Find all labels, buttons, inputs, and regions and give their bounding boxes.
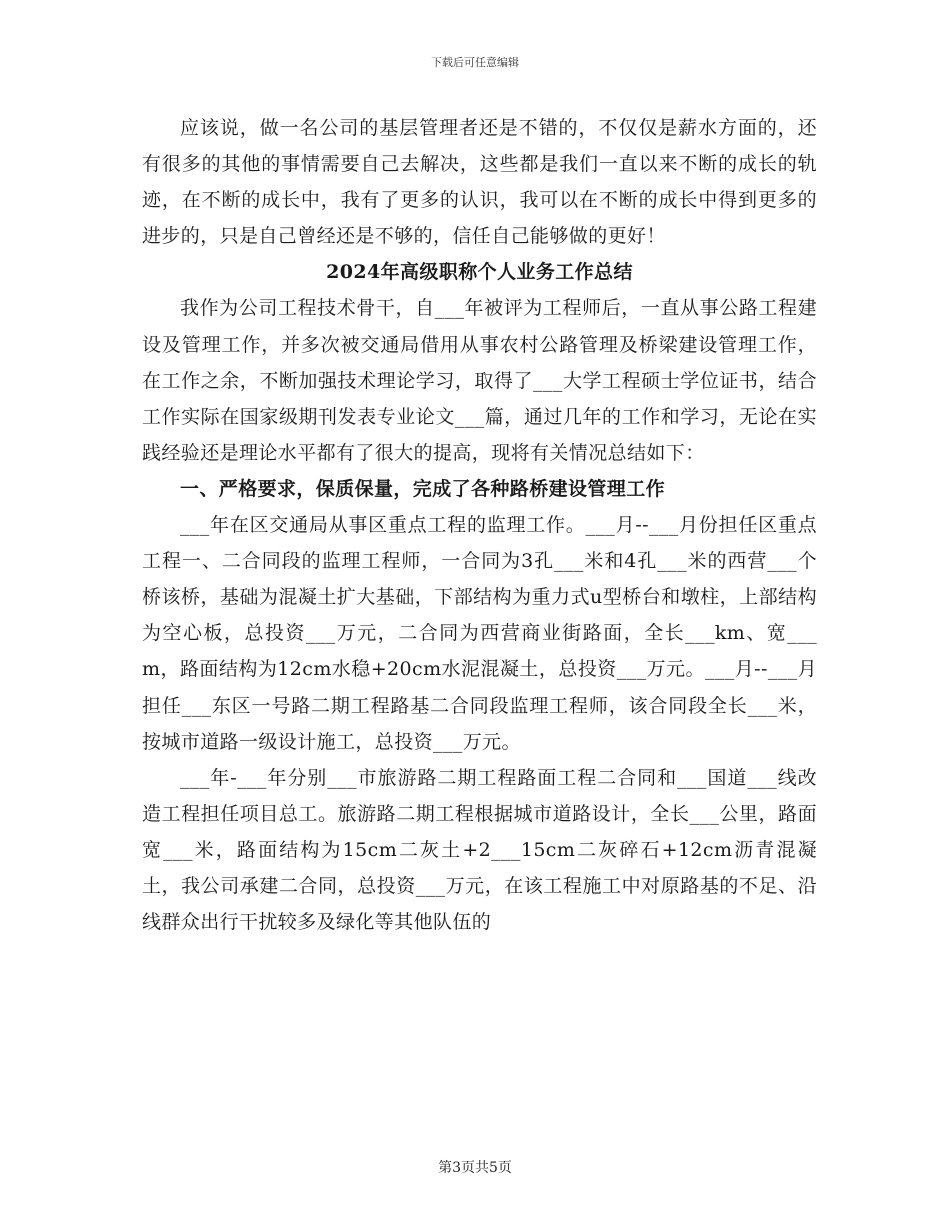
paragraph-2: ___年在区交通局从事区重点工程的监理工作。___月--___月份担任区重点工程一、二合同段的监理工程师，一合同为3孔___米和4孔___米的西营___个桥该桥，基础为混凝土扩大基础，下部结构为重力式u型桥台和墩柱，上部结构为空心板，总投资___万元，二合同为西营商业街路面，全长___km、宽___m，路面结构为12cm水稳+20cm水泥混凝土，总投资___万元。___月--___月担任___东区一号路二期工程路基二合同段监理工程师，该合同段全长___米，按城市道路一级设计施工，总投资___万元。 <box>142 514 817 753</box>
section-heading: 一、严格要求，保质保量，完成了各种路桥建设管理工作 <box>180 477 666 500</box>
document-body <box>142 110 817 940</box>
paragraph-1: 我作为公司工程技术骨干，自___年被评为工程师后，一直从事公路工程建设及管理工作，并多次被交通局借用从事农村公路管理及桥梁建设管理工作，在工作之余，不断加强技术理论学习，取得了___大学工程硕士学位证书，结合工作实际在国家级期刊发表专业论文___篇，通过几年的工作和学习，无论在实践经验还是理论水平都有了很大的提高，现将有关情况总结如下： <box>142 297 817 464</box>
page-header-note: 下载后可任意编辑 <box>431 56 519 69</box>
intro-paragraph: 应该说，做一名公司的基层管理者还是不错的，不仅仅是薪水方面的，还有很多的其他的事情需要自己去解决，这些都是我们一直以来不断的成长的轨迹，在不断的成长中，我有了更多的认识，我可以在不断的成长中得到更多的进步的，只是自己曾经还是不够的，信任自己能够做的更好！ <box>142 117 817 248</box>
paragraph-3: ___年-___年分别___市旅游路二期工程路面工程二合同和___国道___线改造工程担任项目总工。旅游路二期工程根据城市道路设计，全长___公里，路面宽___米，路面结构为15cm二灰土+2___15cm二灰碎石+12cm沥青混凝土，我公司承建二合同，总投资___万元，在该工程施工中对原路基的不足、沿线群众出行干扰较多及绿化等其他队伍的 <box>142 766 817 934</box>
document-title: 2024年高级职称个人业务工作总结 <box>326 261 633 284</box>
page-number: 第3页共5页 <box>438 1160 512 1176</box>
